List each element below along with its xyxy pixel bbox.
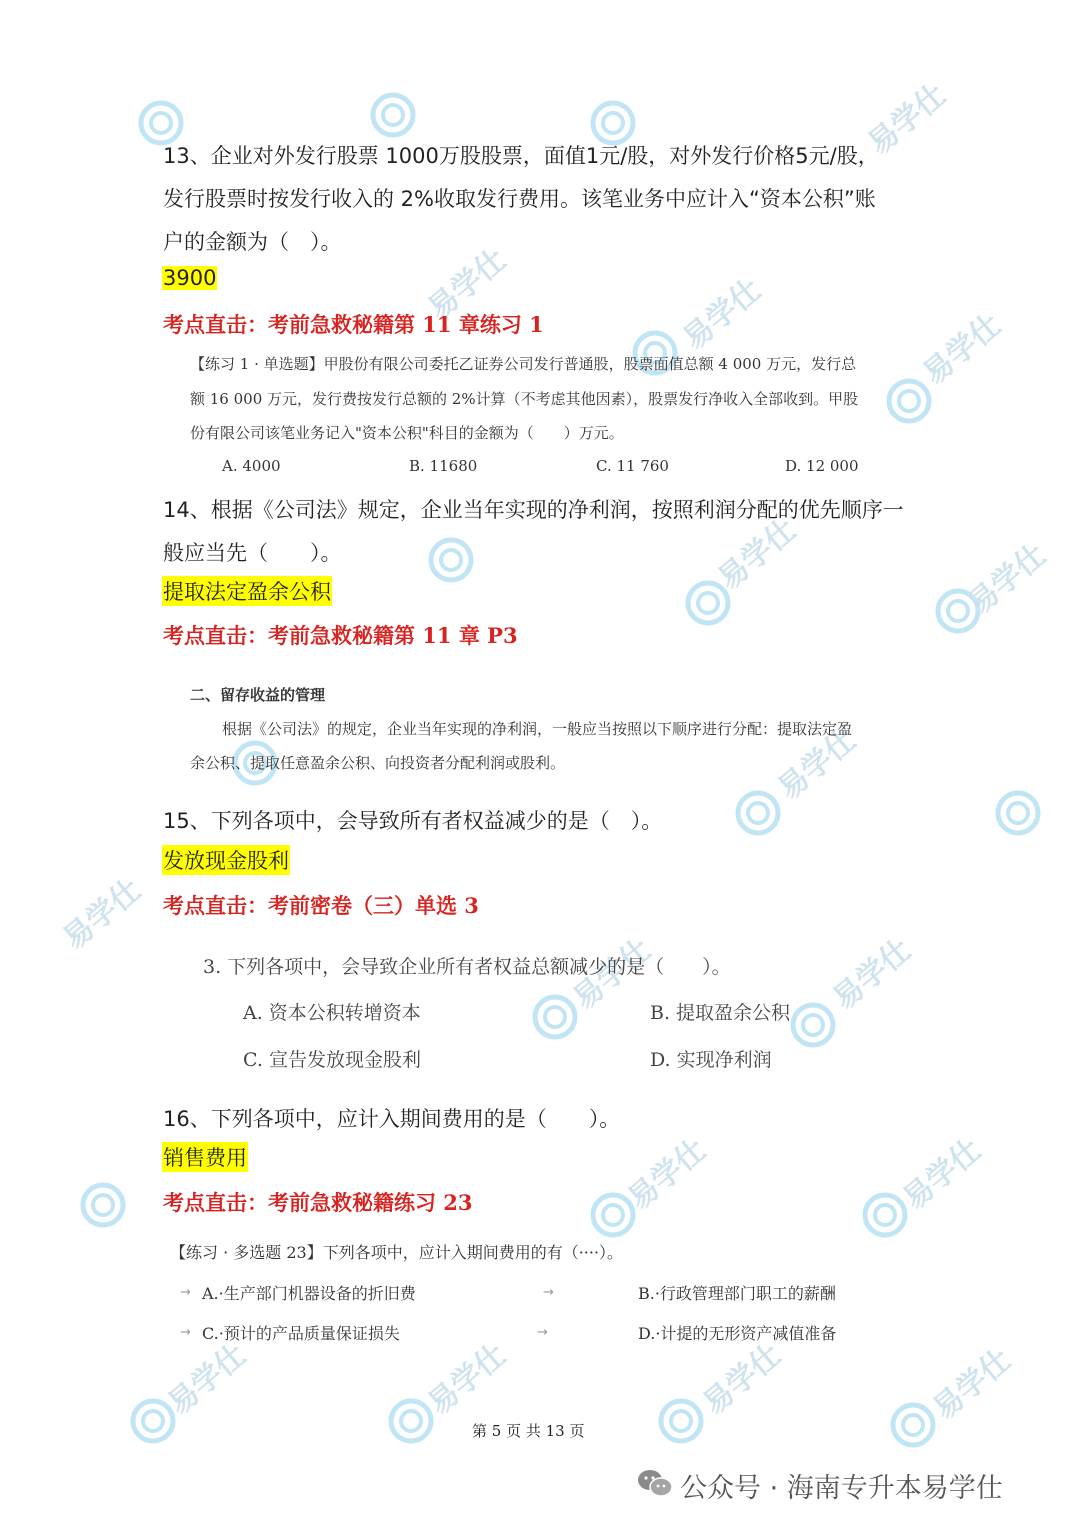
q15-excerpt-line-1: 3. 下列各项中，会导致企业所有者权益总额减少的是（ ）。 — [203, 956, 731, 978]
q13-excerpt-line-2: 额 16 000 万元，发行费按发行总额的 2%计算（不考虑其他因素），股票发行净收入全部收到。甲股 — [190, 390, 859, 408]
q14-excerpt-line-1: 根据《公司法》的规定，企业当年实现的净利润，一般应当按照以下顺序进行分配：提取法定盈 — [222, 720, 853, 738]
q15-option-a: A. 资本公积转增资本 — [243, 1002, 421, 1024]
watermark-logo-icon — [590, 1192, 636, 1238]
q13-option-d: D. 12 000 — [785, 457, 859, 475]
watermark-logo-icon — [658, 1398, 704, 1444]
watermark-logo-icon — [80, 1182, 126, 1228]
watermark-logo-icon — [890, 1402, 936, 1448]
q13-option-c: C. 11 760 — [596, 457, 669, 475]
q13-option-b: B. 11680 — [409, 457, 478, 475]
brand-label: 公众号 · 海南专升本易学仕 — [680, 1473, 1003, 1504]
watermark-text: 易学仕 — [961, 537, 1053, 623]
watermark-logo-icon — [370, 92, 416, 138]
q16-answer: 销售费用 — [162, 1142, 248, 1172]
watermark-text: 易学仕 — [621, 1132, 713, 1218]
watermark-text: 易学仕 — [161, 1337, 253, 1423]
arrow-icon: → — [180, 1285, 191, 1300]
watermark-logo-icon — [735, 790, 781, 836]
q13-answer: 3900 — [163, 266, 217, 290]
arrow-icon: → — [543, 1285, 554, 1300]
watermark-text: 易学仕 — [56, 872, 148, 958]
watermark-text: 易学仕 — [421, 1337, 513, 1423]
wechat-icon — [636, 1466, 674, 1500]
q13-excerpt-line-1: 【练习 1 · 单选题】甲股份有限公司委托乙证券公司发行普通股，股票面值总额 4 000 万元，发行总 — [190, 355, 857, 373]
watermark-text: 易学仕 — [896, 1132, 988, 1218]
q16-option-c: C.·预计的产品质量保证损失 — [202, 1324, 400, 1343]
watermark-logo-icon — [388, 1398, 434, 1444]
watermark-logo-icon — [862, 1192, 908, 1238]
q15-option-b: B. 提取盈余公积 — [650, 1002, 791, 1024]
q16-option-b: B.·行政管理部门职工的薪酬 — [638, 1284, 836, 1303]
q16-option-a: A.·生产部门机器设备的折旧费 — [202, 1284, 416, 1303]
q16-stem: 16、下列各项中，应计入期间费用的是（ ）。 — [163, 1107, 621, 1131]
watermark-logo-icon — [935, 588, 981, 634]
q14-answer: 提取法定盈余公积 — [162, 576, 332, 606]
watermark-logo-icon — [886, 378, 932, 424]
watermark-text: 易学仕 — [826, 932, 918, 1018]
q15-reference: 考点直击：考前密卷（三）单选 3 — [163, 893, 479, 918]
q13-option-a: A. 4000 — [222, 457, 281, 475]
q15-option-d: D. 实现净利润 — [650, 1049, 772, 1071]
q13-reference: 考点直击：考前急救秘籍第 11 章练习 1 — [163, 312, 544, 337]
page-number: 第 5 页 共 13 页 — [472, 1422, 585, 1440]
watermark-text: 易学仕 — [566, 932, 658, 1018]
watermark-logo-icon — [428, 537, 474, 583]
q16-excerpt-line-1: 【练习 · 多选题 23】下列各项中，应计入期间费用的有（····）。 — [170, 1243, 624, 1262]
watermark-text: 易学仕 — [711, 512, 803, 598]
watermark-text: 易学仕 — [696, 1337, 788, 1423]
q14-excerpt-line-2: 余公积、提取任意盈余公积、向投资者分配利润或股利。 — [190, 754, 566, 772]
q15-option-c: C. 宣告发放现金股利 — [243, 1049, 421, 1071]
arrow-icon: → — [180, 1325, 191, 1340]
q13-excerpt-line-3: 份有限公司该笔业务记入"资本公积"科目的金额为（ ）万元。 — [190, 424, 624, 442]
q13-stem-line-1: 13、企业对外发行股票 1000万股股票，面值1元/股，对外发行价格5元/股， — [163, 144, 879, 168]
watermark-text: 易学仕 — [771, 722, 863, 808]
watermark-text: 易学仕 — [861, 77, 953, 163]
watermark-text: 易学仕 — [916, 307, 1008, 393]
q15-stem: 15、下列各项中，会导致所有者权益减少的是（ ）。 — [163, 809, 663, 833]
watermark-logo-icon — [130, 1398, 176, 1444]
q14-excerpt-heading: 二、留存收益的管理 — [190, 686, 326, 704]
q13-stem-line-3: 户的金额为（ ）。 — [163, 230, 342, 254]
q14-stem-line-1: 14、根据《公司法》规定，企业当年实现的净利润，按照利润分配的优先顺序一 — [163, 498, 904, 522]
arrow-icon: → — [537, 1325, 548, 1340]
q16-option-d: D.·计提的无形资产减值准备 — [638, 1324, 837, 1343]
watermark-logo-icon — [790, 1002, 836, 1048]
q14-reference: 考点直击：考前急救秘籍第 11 章 P3 — [163, 623, 518, 648]
watermark-logo-icon — [685, 580, 731, 626]
q14-stem-line-2: 般应当先（ ）。 — [163, 541, 342, 565]
watermark-text: 易学仕 — [421, 242, 513, 328]
watermark-logo-icon — [532, 994, 578, 1040]
watermark-text: 易学仕 — [676, 272, 768, 358]
q15-answer: 发放现金股利 — [162, 845, 290, 875]
q16-reference: 考点直击：考前急救秘籍练习 23 — [163, 1190, 473, 1215]
watermark-logo-icon — [995, 790, 1041, 836]
watermark-text: 易学仕 — [926, 1342, 1018, 1428]
q13-stem-line-2: 发行股票时按发行收入的 2%收取发行费用。该笔业务中应计入“资本公积”账 — [163, 187, 876, 211]
